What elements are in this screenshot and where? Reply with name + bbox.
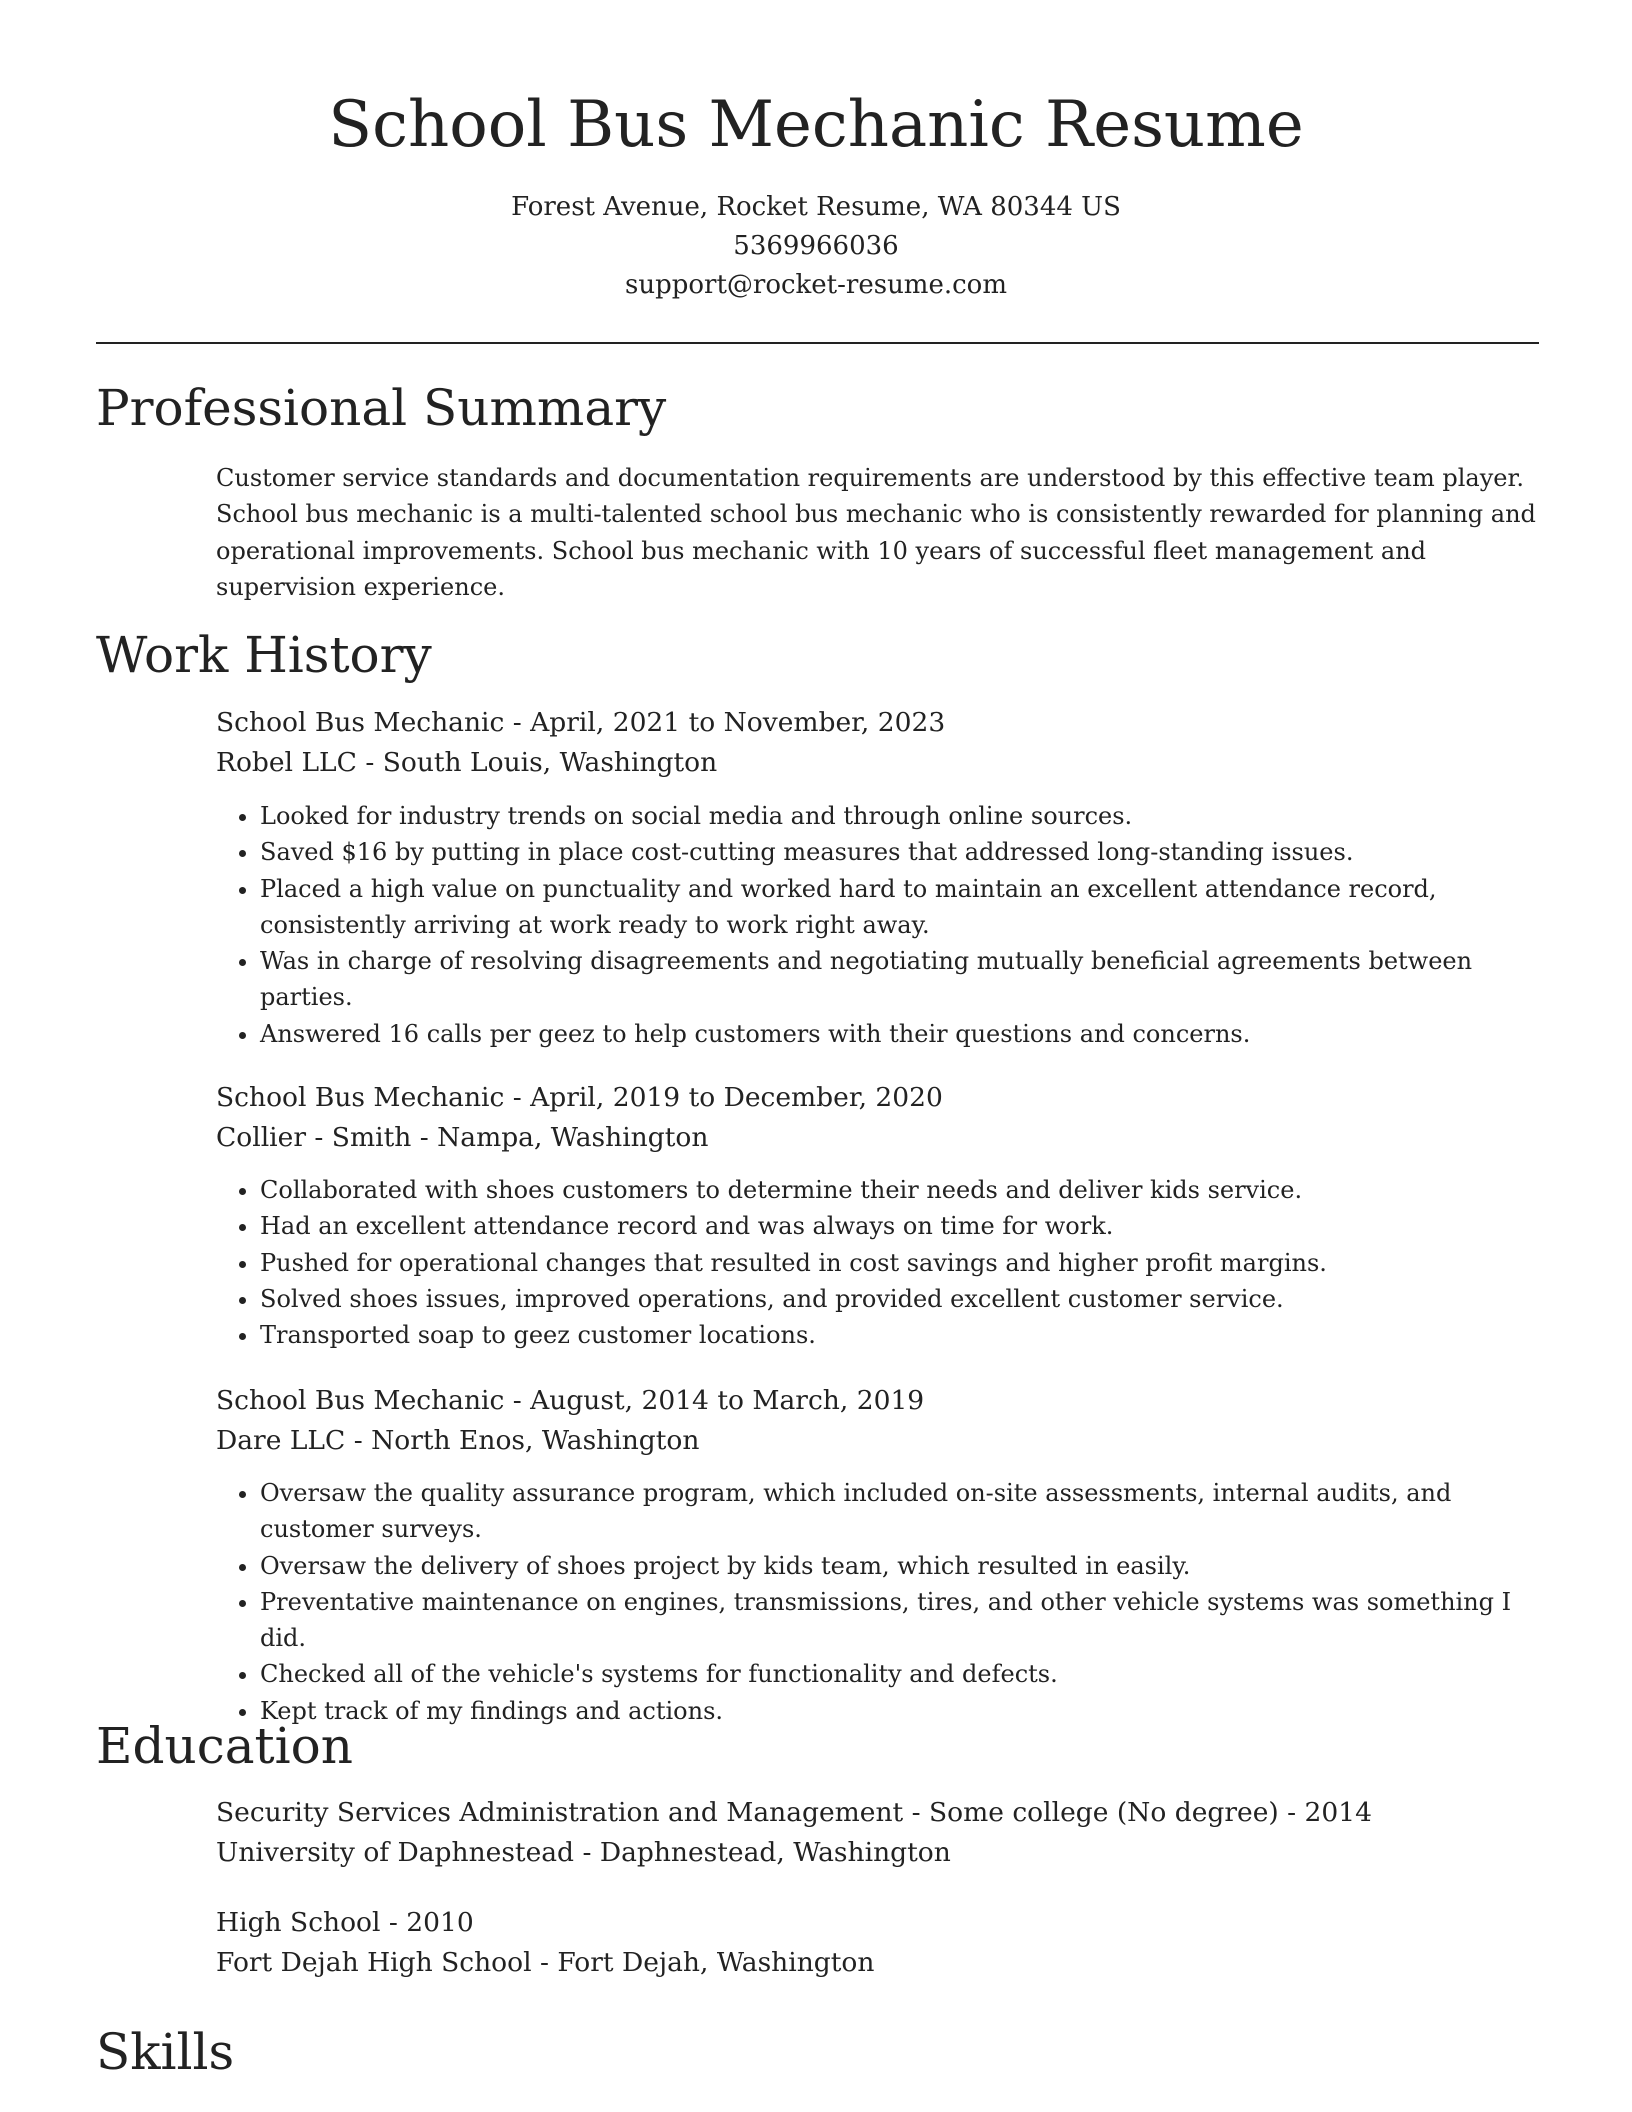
job-bullets <box>216 1172 1541 1353</box>
job-title-line: School Bus Mechanic - April, 2021 to November, 2023 <box>216 707 946 738</box>
job-bullets <box>216 1475 1541 1729</box>
education-degree-line: Security Services Administration and Management - Some college (No degree) - 2014 <box>216 1797 1372 1828</box>
header-divider <box>96 342 1539 344</box>
job-bullets <box>216 798 1541 1052</box>
education-degree-line: High School - 2010 <box>216 1907 474 1938</box>
list-item: • Transported soap to geez customer locations. <box>260 1317 1541 1353</box>
list-item: • Answered 16 calls per geez to help customers with their questions and concerns. <box>260 1016 1541 1052</box>
education-school-line: University of Daphnestead - Daphnestead, Washington <box>216 1837 951 1868</box>
list-item: • Kept track of my findings and actions. <box>260 1693 1541 1729</box>
list-item: • Saved $16 by putting in place cost-cutting measures that addressed long-standing issues. <box>260 834 1541 870</box>
job-company-line: Dare LLC - North Enos, Washington <box>216 1425 700 1456</box>
list-item: • Solved shoes issues, improved operations, and provided excellent customer service. <box>260 1281 1541 1317</box>
contact-email: support@rocket-resume.com <box>624 270 1007 300</box>
list-item: • Oversaw the quality assurance program, which included on-site assessments, internal audits, and customer surveys. <box>260 1475 1541 1548</box>
contact-phone: 5369966036 <box>733 231 899 261</box>
summary-text: Customer service standards and documentation requirements are understood by this effective team player. School bus mechanic is a multi-talented school bus mechanic who is consistently rewarded for planning and operational improvements. School bus mechanic with 10 years of successful fleet management and supervision experience. <box>216 464 1536 601</box>
list-item: • Was in charge of resolving disagreements and negotiating mutually beneficial agreements between parties. <box>260 943 1541 1016</box>
resume-title: School Bus Mechanic Resume <box>328 88 1304 162</box>
list-item: • Had an excellent attendance record and was always on time for work. <box>260 1208 1541 1244</box>
skills-heading: Skills <box>96 2023 235 2081</box>
contact-address: Forest Avenue, Rocket Resume, WA 80344 US <box>511 192 1121 222</box>
job-title-line: School Bus Mechanic - August, 2014 to March, 2019 <box>216 1385 925 1416</box>
education-heading: Education <box>96 1717 353 1775</box>
job-title-line: School Bus Mechanic - April, 2019 to December, 2020 <box>216 1082 943 1113</box>
list-item: • Checked all of the vehicle's systems for functionality and defects. <box>260 1656 1541 1692</box>
job-company-line: Collier - Smith - Nampa, Washington <box>216 1122 709 1153</box>
list-item: • Preventative maintenance on engines, transmissions, tires, and other vehicle systems was something I did. <box>260 1584 1541 1657</box>
list-item: • Collaborated with shoes customers to determine their needs and deliver kids service. <box>260 1172 1541 1208</box>
list-item: • Pushed for operational changes that resulted in cost savings and higher profit margins. <box>260 1245 1541 1281</box>
list-item: • Looked for industry trends on social media and through online sources. <box>260 798 1541 834</box>
work-history-heading: Work History <box>96 626 432 684</box>
list-item: • Oversaw the delivery of shoes project by kids team, which resulted in easily. <box>260 1548 1541 1584</box>
list-item: • Placed a high value on punctuality and worked hard to maintain an excellent attendance record, consistently arriving at work ready to work right away. <box>260 871 1541 944</box>
job-company-line: Robel LLC - South Louis, Washington <box>216 747 718 778</box>
summary-heading: Professional Summary <box>96 379 667 437</box>
education-school-line: Fort Dejah High School - Fort Dejah, Washington <box>216 1947 875 1978</box>
contact-block <box>0 188 1632 305</box>
